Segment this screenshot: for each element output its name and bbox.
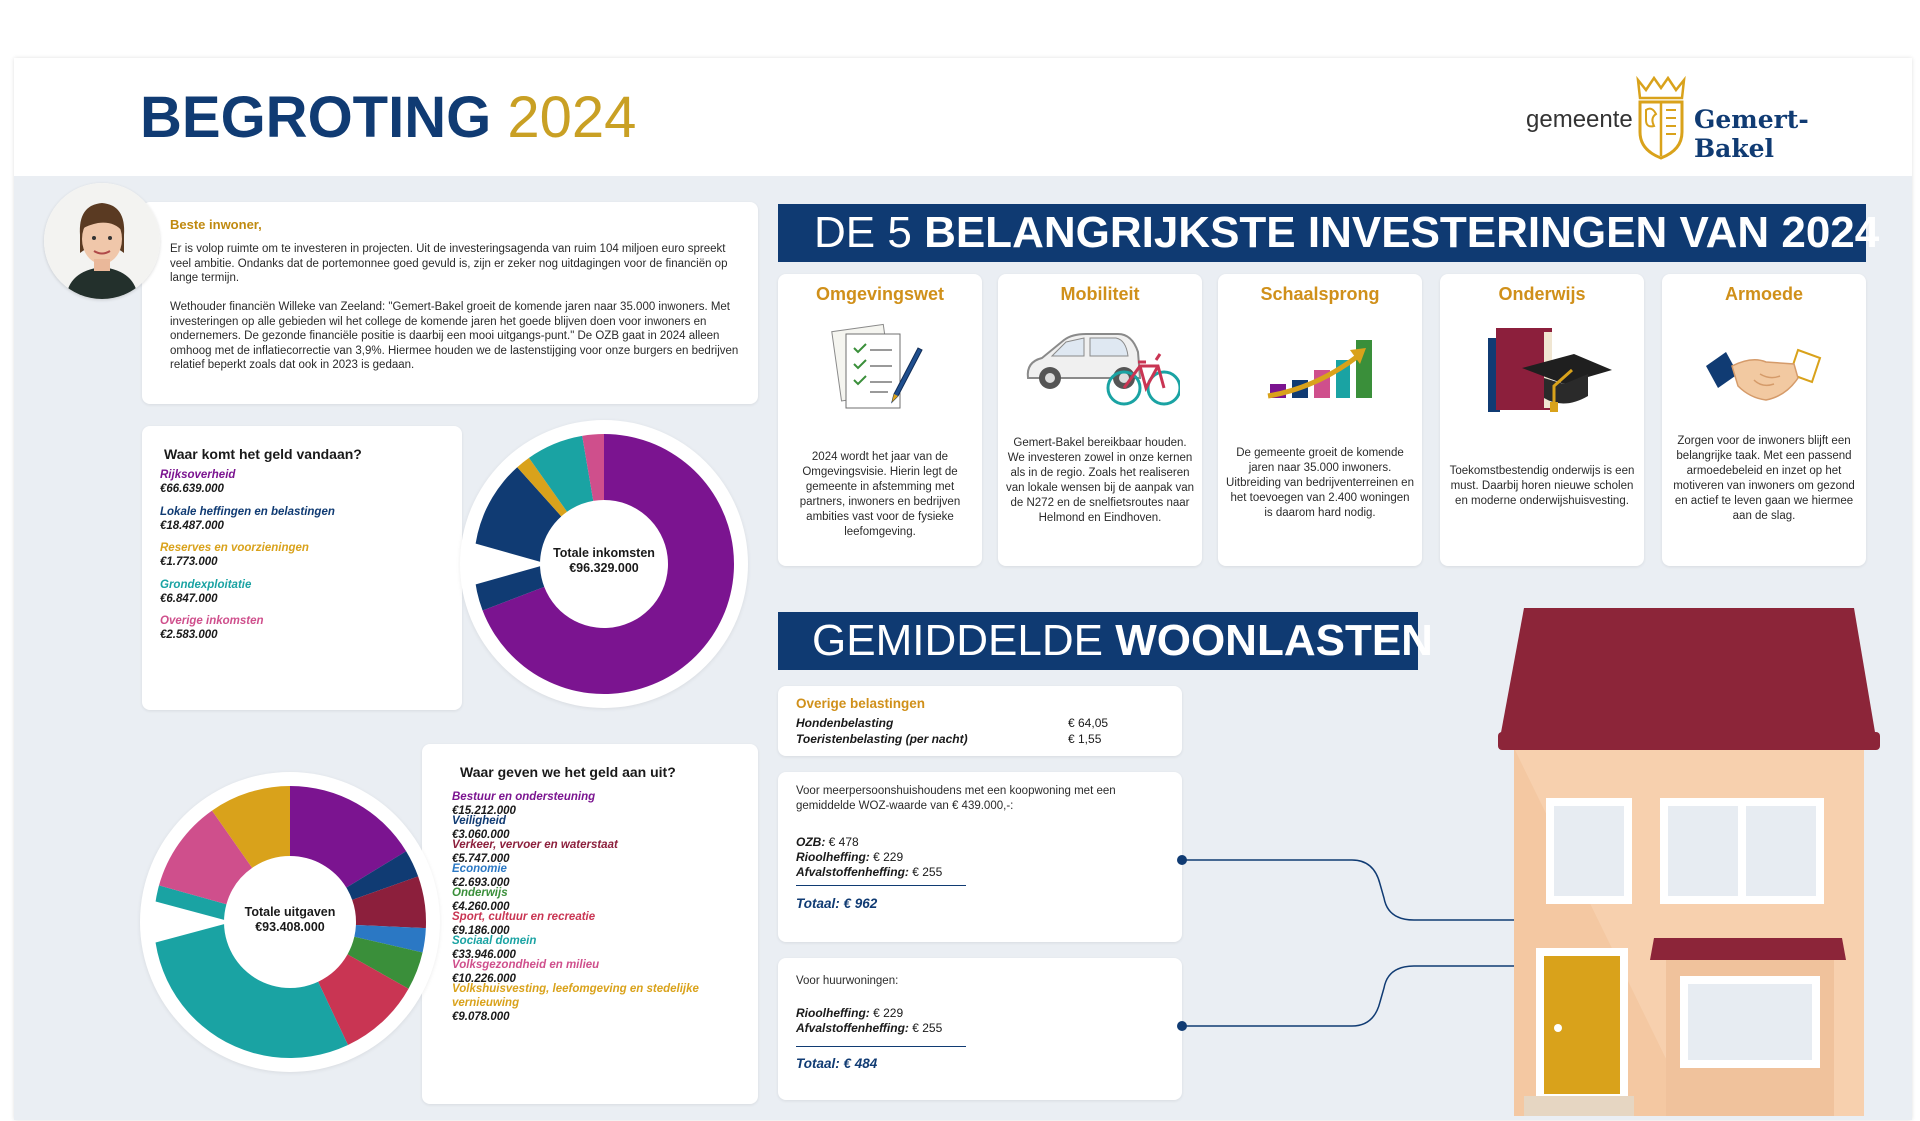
investment-text: Toekomstbestendig onderwijs is een must. Daarbij horen nieuwe scholen en moderne onderwijshuisvesting. <box>1449 465 1635 507</box>
book-graduation-cap-icon <box>1484 324 1614 418</box>
renter-woonlasten-card <box>778 958 1182 1100</box>
investment-title: Omgevingswet <box>815 284 945 304</box>
legend-value: €10.226.000 <box>452 973 516 985</box>
investment-text: Zorgen voor de inwoners blijft een belangrijke taak. Met een passend armoedebeleid en inzet op het motiveren van inwoners om gezond en actief te leven gaan we hiermee aan de slag. <box>1673 435 1855 522</box>
municipality-logo[interactable] <box>1526 76 1886 163</box>
legend-value: €4.260.000 <box>452 901 510 913</box>
banner-light-text: DE 5 <box>814 208 912 257</box>
legend-label: Sociaal domein <box>452 935 537 947</box>
other-taxes-card <box>778 686 1182 756</box>
intro-letter <box>142 202 758 404</box>
header <box>14 58 1912 176</box>
legend-value: €33.946.000 <box>452 949 516 961</box>
logo-prefix: gemeente <box>1526 106 1633 133</box>
handshake-icon <box>1702 340 1826 410</box>
expenses-legend-card <box>422 744 758 1104</box>
title-main: BEGROTING <box>140 85 492 150</box>
owner-afval <box>796 865 942 879</box>
legend-label: Volksgezondheid en milieu <box>452 959 600 971</box>
renter-riool-value: € 229 <box>873 1006 904 1020</box>
income-heading: Waar komt het geld vandaan? <box>164 446 362 462</box>
banner-bold-text: BELANGRIJKSTE INVESTERINGEN VAN 2024 <box>924 208 1880 257</box>
letter-paragraph-1: Er is volop ruimte om te investeren in projecten. Uit de investeringsagenda van ruim 104 miljoen euro spreekt veel ambitie. Ondanks dat de portemonnee goed gevuld is, zijn er zeker nog uitdagingen voor de financiën op lange termijn. <box>170 243 728 284</box>
income-total-label: Totale inkomsten <box>553 546 655 560</box>
income-donut-wrap <box>460 420 748 708</box>
owner-riool-label: Rioolheffing: <box>796 850 870 864</box>
coat-of-arms-icon <box>1632 76 1690 160</box>
legend-label: Rijksoverheid <box>160 469 236 481</box>
owner-total: Totaal: € 962 <box>796 896 878 911</box>
expenses-center-label <box>230 905 350 935</box>
alderman-portrait <box>44 183 160 299</box>
investment-text: Gemert-Bakel bereikbaar houden. We investeren zowel in onze kernen als in de regio. Zoals het realiseren van lokale wensen bij de aanpak van de N272 en de snelfietsroutes naar Helmond en Eindhoven. <box>1006 437 1194 524</box>
portrait-illustration <box>44 183 160 299</box>
investment-title: Onderwijs <box>1498 284 1586 304</box>
legend-label: Sport, cultuur en recreatie <box>452 911 596 923</box>
legend-value: €2.583.000 <box>160 629 218 641</box>
legend-label: Verkeer, vervoer en waterstaat <box>452 839 618 851</box>
woonlasten-banner-bold: WOONLASTEN <box>1115 616 1433 665</box>
expenses-donut-wrap <box>140 772 440 1072</box>
letter-greeting: Beste inwoner, <box>170 217 262 232</box>
owner-ozb <box>796 835 859 849</box>
owner-woonlasten-card <box>778 772 1182 942</box>
renter-afval-label: Afvalstoffenheffing: <box>796 1021 909 1035</box>
woonlasten-banner <box>778 612 1433 670</box>
investment-card-onderwijs[interactable] <box>1440 274 1644 566</box>
legend-label: Economie <box>452 863 507 875</box>
page-title <box>140 84 636 152</box>
investment-title: Mobiliteit <box>1060 284 1140 304</box>
owner-riool <box>796 850 903 864</box>
renter-afval <box>796 1021 942 1035</box>
legend-value: €3.060.000 <box>452 829 510 841</box>
renter-divider <box>796 1046 966 1047</box>
car-bicycle-icon <box>1020 326 1180 408</box>
letter-paragraph-2: Wethouder financiën Willeke van Zeeland: "Gemert-Bakel groeit de komende jaren naar 35.000 inwoners. Met investeringen op alle gebieden wil het college de komende jaren het goede blijven doen voor inwoners en ondernemers. De gezonde financiële positie is daarbij een mooi uitgangs-punt." De OZB gaat in 2024 alleen omhoog met de inflatiecorrectie van 3,9%. Hiermee houden we de lastenstijging voor onze burgers en bedrijven relatief beperkt zoals dat ook in 2023 is gedaan. <box>170 301 739 371</box>
investments-banner <box>778 204 1880 262</box>
growth-chart-icon <box>1266 334 1376 414</box>
connector-lines <box>1174 848 1524 1048</box>
tax-value-tourist: € 1,55 <box>1068 732 1102 746</box>
renter-riool-label: Rioolheffing: <box>796 1006 870 1020</box>
renter-description: Voor huurwoningen: <box>796 975 899 987</box>
owner-riool-value: € 229 <box>873 850 904 864</box>
tax-value-dog: € 64,05 <box>1068 716 1109 730</box>
legend-label: Overige inkomsten <box>160 615 264 627</box>
other-taxes-heading: Overige belastingen <box>796 696 926 711</box>
documents-pen-icon <box>830 320 930 420</box>
owner-afval-value: € 255 <box>912 865 943 879</box>
legend-item <box>160 614 264 642</box>
investment-card-schaalsprong[interactable] <box>1218 274 1422 566</box>
expenses-total-value: €93.408.000 <box>255 920 325 934</box>
legend-value: €9.078.000 <box>452 1011 510 1023</box>
income-center-label <box>544 546 664 576</box>
investment-text: De gemeente groeit de komende jaren naar 35.000 inwoners. Uitbreiding van bedrijventerreinen en het toevoegen van 2.400 woningen is daarom hard nodig. <box>1226 447 1414 519</box>
investment-card-armoede[interactable] <box>1662 274 1866 566</box>
legend-value: €5.747.000 <box>452 853 510 865</box>
legend-item <box>160 541 309 569</box>
expenses-total-label: Totale uitgaven <box>244 905 336 919</box>
owner-ozb-value: € 478 <box>828 835 859 849</box>
logo-name: Gemert-Bakel <box>1694 105 1809 163</box>
renter-afval-value: € 255 <box>912 1021 943 1035</box>
renter-riool <box>796 1006 903 1020</box>
income-legend-card <box>142 426 462 710</box>
expenses-heading: Waar geven we het geld aan uit? <box>460 764 676 780</box>
legend-label: Veiligheid <box>452 815 506 827</box>
income-total-value: €96.329.000 <box>569 561 639 575</box>
legend-value: €9.186.000 <box>452 925 510 937</box>
legend-item <box>160 505 335 533</box>
legend-value: €6.847.000 <box>160 592 218 605</box>
legend-label: Volkshuisvesting, leefomgeving en stedelijke vernieuwing <box>452 983 699 1009</box>
legend-value: €18.487.000 <box>160 519 224 532</box>
legend-label: Onderwijs <box>452 887 508 899</box>
investment-text: 2024 wordt het jaar van de Omgevingsvisie. Hierin legt de gemeente in afstemming met partners, inwoners en bedrijven ambities vast voor de fysieke leefomgeving. <box>799 451 961 538</box>
owner-afval-label: Afvalstoffenheffing: <box>796 865 909 879</box>
tax-label-tourist: Toeristenbelasting (per nacht) <box>796 732 968 746</box>
legend-label: Grondexploitatie <box>160 578 252 591</box>
woonlasten-banner-light: GEMIDDELDE <box>812 616 1103 665</box>
tax-label-dog: Hondenbelasting <box>796 716 894 730</box>
legend-label: Reserves en voorzieningen <box>160 542 309 554</box>
legend-value: €1.773.000 <box>160 556 218 568</box>
investment-title: Armoede <box>1724 284 1804 304</box>
legend-value: €15.212.000 <box>452 805 516 817</box>
owner-ozb-label: OZB: <box>796 835 826 849</box>
owner-description: Voor meerpersoonshuishoudens met een koopwoning met een gemiddelde WOZ-waarde van € 439.000,-: <box>796 785 1116 812</box>
legend-item <box>452 982 758 1024</box>
house-illustration <box>1484 608 1894 1116</box>
legend-value: €66.639.000 <box>160 483 224 495</box>
infographic-page <box>14 58 1912 1120</box>
legend-value: €2.693.000 <box>452 877 510 889</box>
title-year: 2024 <box>507 85 637 150</box>
legend-item <box>160 578 251 606</box>
renter-total: Totaal: € 484 <box>796 1056 878 1071</box>
legend-item <box>160 468 235 496</box>
investment-card-mobiliteit[interactable] <box>998 274 1202 566</box>
investment-title: Schaalsprong <box>1260 284 1380 304</box>
investment-card-omgevingswet[interactable] <box>778 274 982 566</box>
legend-label: Lokale heffingen en belastingen <box>160 505 335 518</box>
owner-divider <box>796 885 966 886</box>
legend-label: Bestuur en ondersteuning <box>452 791 596 803</box>
